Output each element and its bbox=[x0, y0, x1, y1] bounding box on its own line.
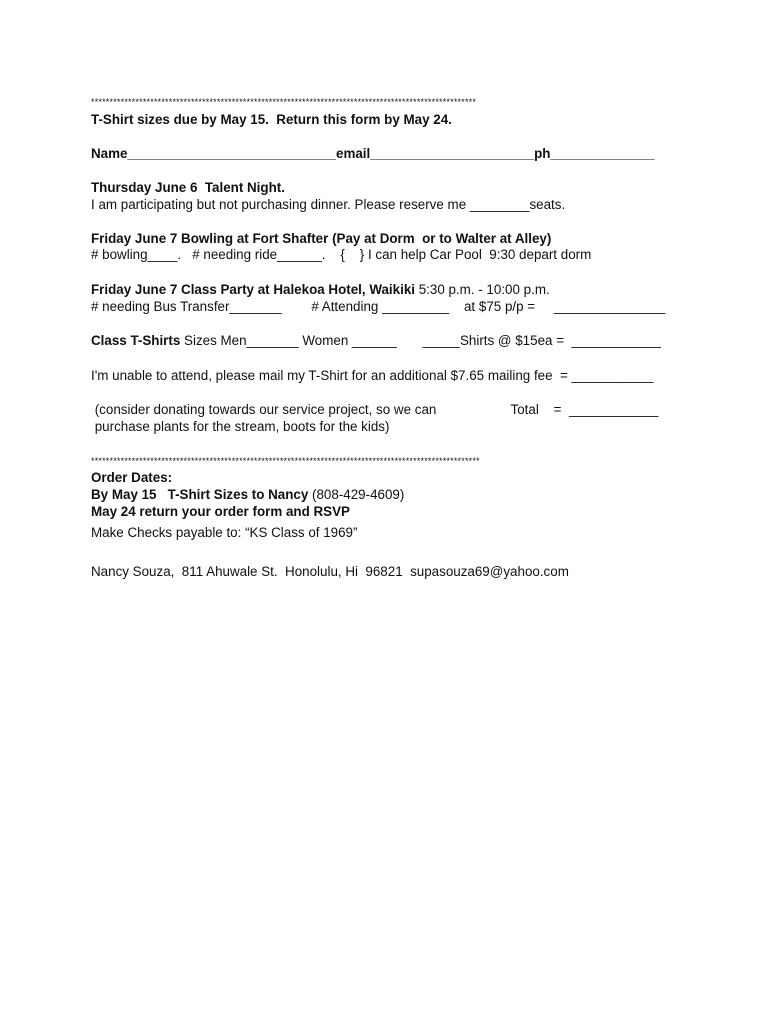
bottom-divider: ********************************************************************************************************* bbox=[91, 456, 480, 466]
order-dates-title: Order Dates: bbox=[91, 470, 173, 485]
tshirt-line bbox=[91, 333, 661, 349]
donate-line-2: purchase plants for the stream, boots for the kids) bbox=[91, 419, 390, 434]
nancy-phone: (808-429-4609) bbox=[308, 487, 405, 502]
contact-fields-line: Name____________________________email______________________ph______________ bbox=[91, 146, 655, 161]
friday-party-title: Friday June 7 Class Party at Halekoa Hotel, Waikiki bbox=[91, 282, 415, 297]
top-divider: ******************************************************************************************************** bbox=[91, 97, 477, 107]
order-line-1-bold: By May 15 T-Shirt Sizes to Nancy bbox=[91, 487, 309, 502]
order-line-2: May 24 return your order form and RSVP bbox=[91, 504, 350, 519]
mail-fee-line: I'm unable to attend, please mail my T-Shirt for an additional $7.65 mailing fee = ___________ bbox=[91, 368, 654, 383]
donate-line-1: (consider donating towards our service project, so we can Total = ____________ bbox=[91, 402, 659, 417]
friday-party-time: 5:30 p.m. - 10:00 p.m. bbox=[414, 282, 550, 297]
friday-party-line bbox=[91, 282, 550, 298]
tshirt-text: Sizes Men_______ Women ______ _____Shirts @ $15ea = ____________ bbox=[180, 333, 661, 348]
thursday-title: Thursday June 6 Talent Night. bbox=[91, 180, 285, 195]
friday-party-text: # needing Bus Transfer_______ # Attending _________ at $75 p/p = _______________ bbox=[91, 299, 666, 314]
address-line: Nancy Souza, 811 Ahuwale St. Honolulu, Hi 96821 supasouza69@yahoo.com bbox=[91, 564, 569, 579]
checks-payable-line: Make Checks payable to: “KS Class of 1969” bbox=[91, 525, 358, 540]
order-line-1 bbox=[91, 487, 404, 503]
friday-bowling-title: Friday June 7 Bowling at Fort Shafter (Pay at Dorm or to Walter at Alley) bbox=[91, 231, 552, 246]
friday-bowling-text: # bowling____. # needing ride______. { } I can help Car Pool 9:30 depart dorm bbox=[91, 247, 592, 262]
thursday-text: I am participating but not purchasing dinner. Please reserve me ________seats. bbox=[91, 197, 566, 212]
tshirt-label: Class T-Shirts bbox=[91, 333, 181, 348]
deadline-heading: T-Shirt sizes due by May 15. Return this form by May 24. bbox=[91, 112, 452, 127]
